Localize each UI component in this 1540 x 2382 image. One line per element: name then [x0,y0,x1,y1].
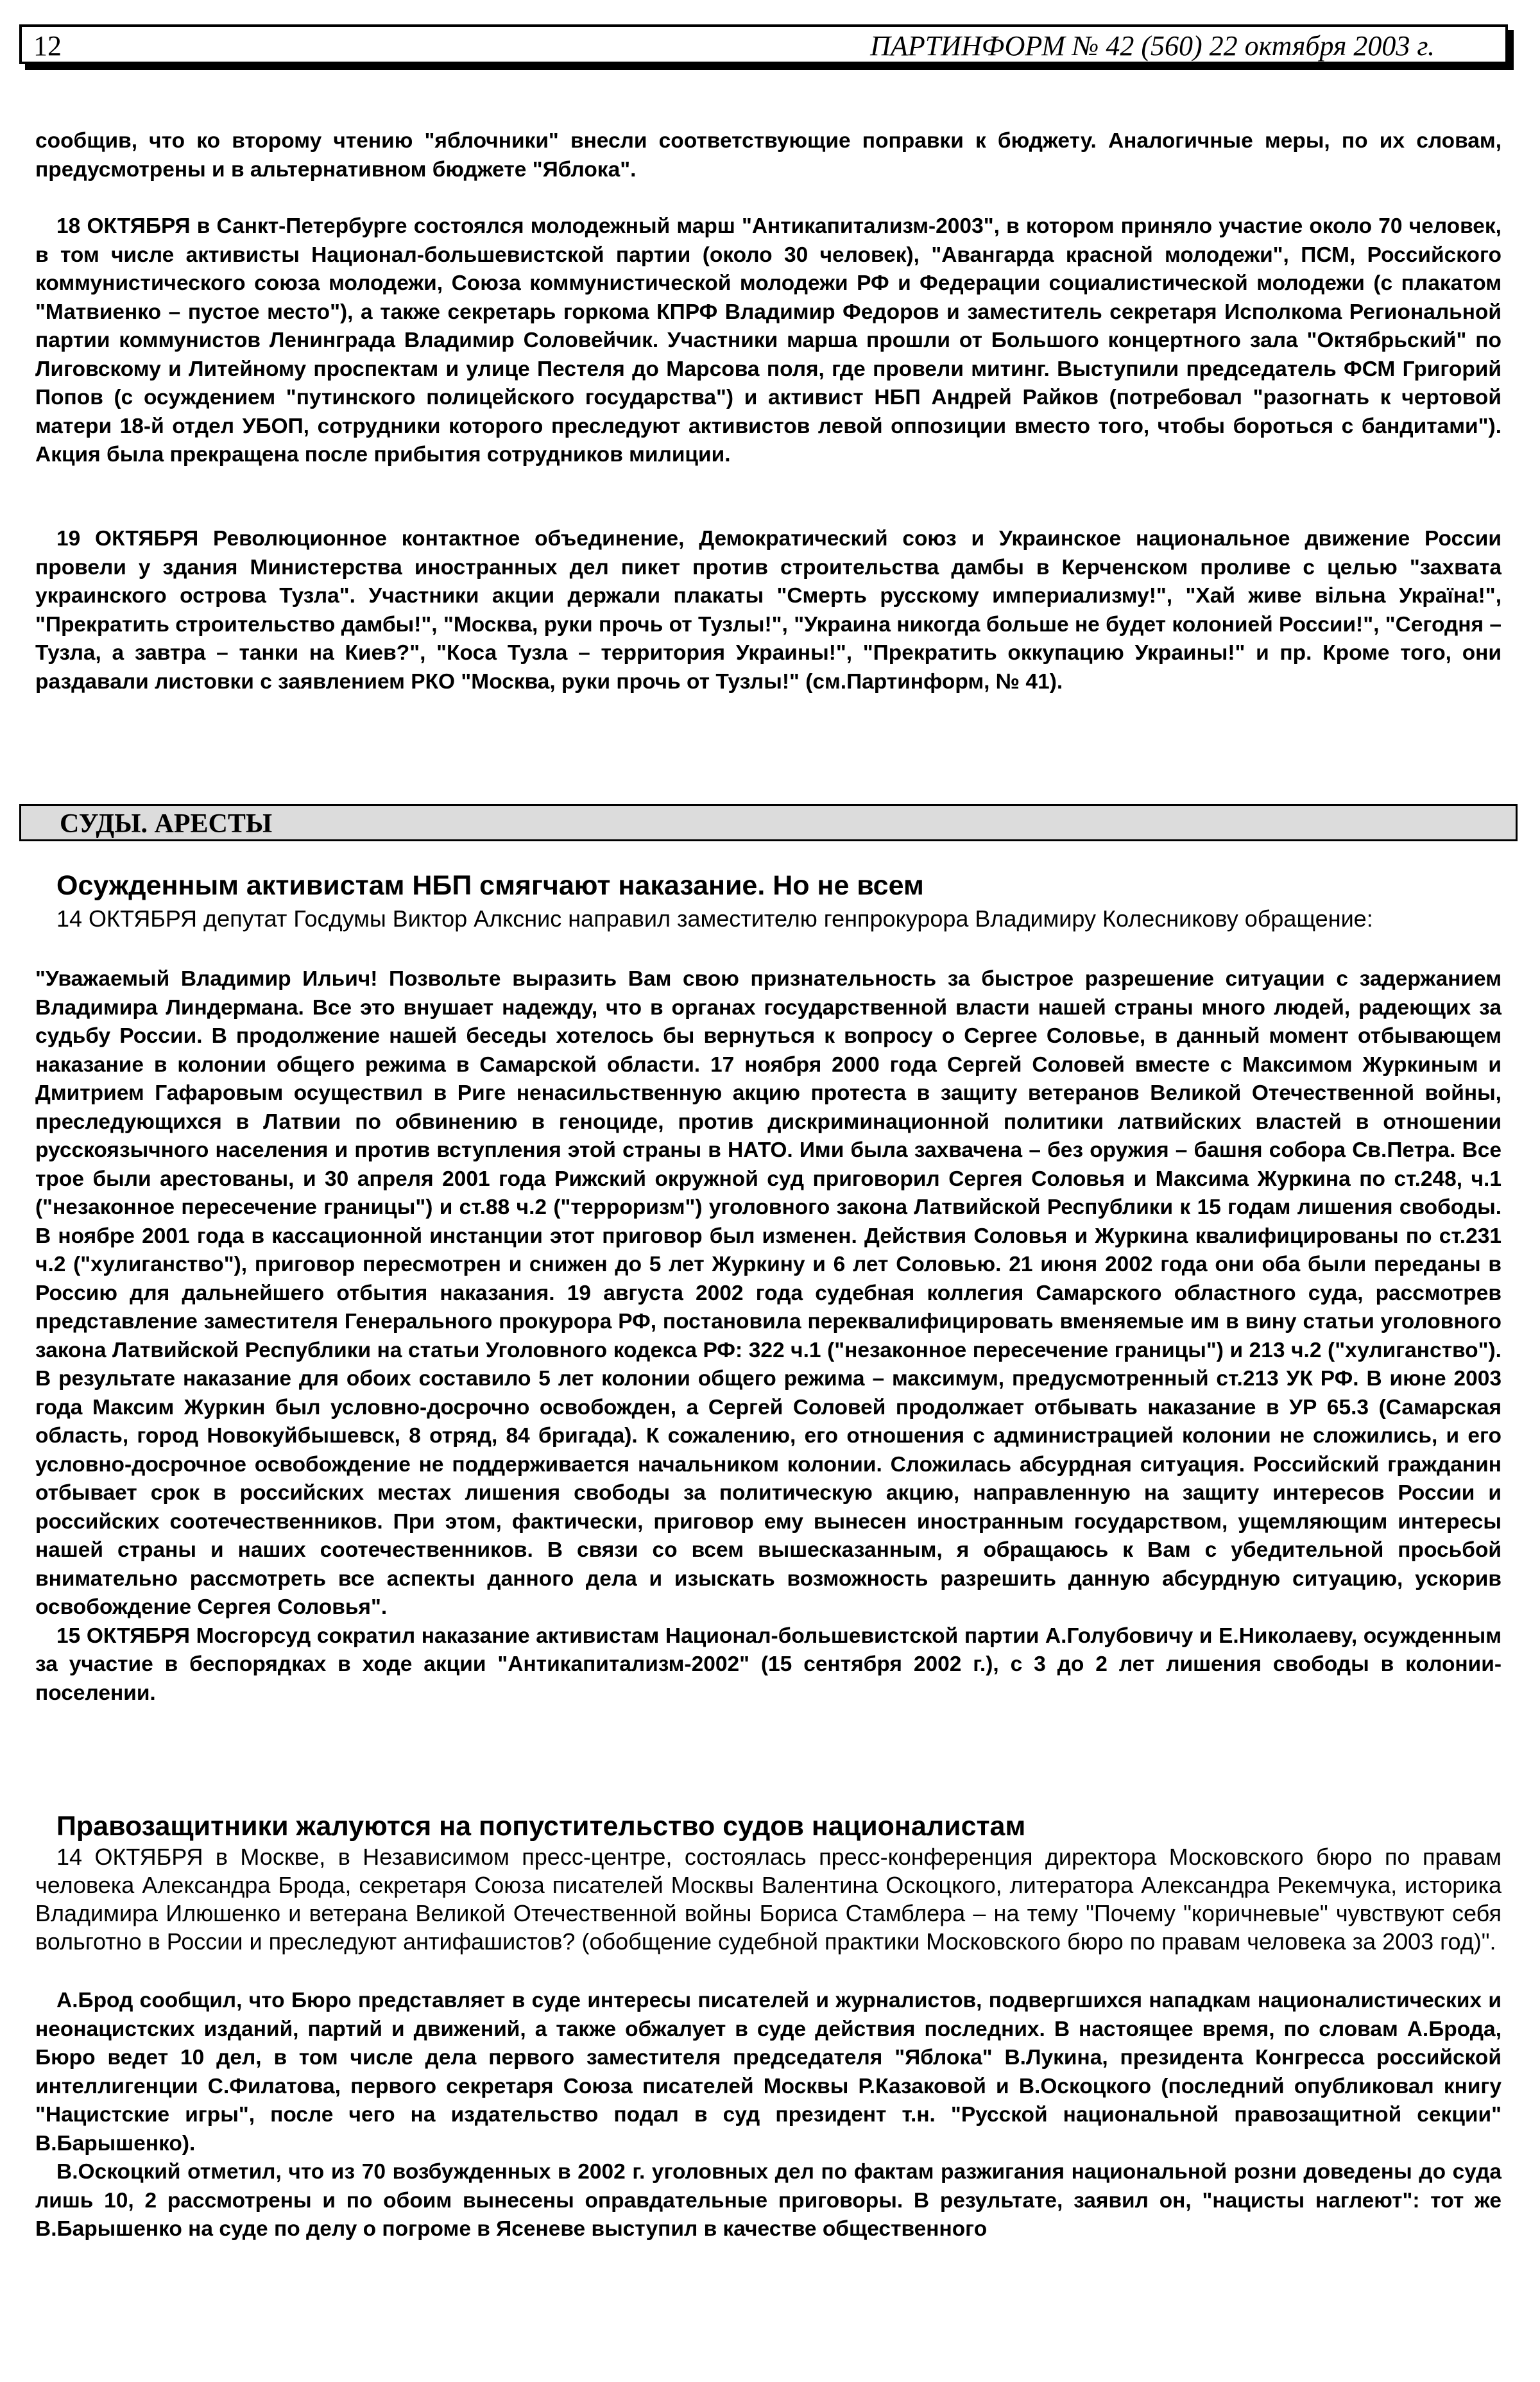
body-paragraph: А.Брод сообщил, что Бюро представляет в суде интересы писателей и журналистов, подвергшихся нападкам националистических и неонацистских изданий, партий и движений, а также обжалует в суде действия последних. В настоящее время, по словам А.Брода, Бюро ведет 10 дел, в том числе дела первого заместителя председателя "Яблока" В.Лукина, президента Конгресса российской интеллигенции С.Филатова, первого секретаря Союза писателей Москвы Р.Казаковой и В.Оскоцкого (последний опубликовал книгу "Нацистские игры", после чего на издательство подал в суд президент т.н. "Русской национальной правозащитной секции" В.Барышенко). [35,1989,1502,2155]
body-paragraph: В.Оскоцкий отметил, что из 70 возбужденных в 2002 г. уголовных дел по фактам разжигания национальной розни доведены до суда лишь 10, 2 рассмотрены и по обоим вынесены оправдательные приговоры. В результате, заявил он, "нацисты наглеют": тот же В.Барышенко на суде по делу о погроме в Ясеневе выступил в качестве общественного [35,2160,1502,2241]
article-title: Правозащитники жалуются на попустительство судов националистам [56,1811,1026,1842]
article-body [35,965,1502,1708]
article-lead [35,905,1502,933]
news-item-oct-19 [35,525,1502,696]
top-news-block [35,127,1502,184]
publication-title: ПАРТИНФОРМ № 42 (560) 22 октября 2003 г. [870,30,1435,62]
page-header [19,24,1508,64]
page-number: 12 [33,30,62,62]
article-title: Осужденным активистам НБП смягчают наказание. Но не всем [56,870,924,901]
news-paragraph: 19 ОКТЯБРЯ Революционное контактное объединение, Демократический союз и Украинское национальное движение России провели у здания Министерства иностранных дел пикет против строительства дамбы в Керченском проливе с целью "захвата украинского острова Тузла". Участники акции держали плакаты "Смерть русскому империализму!", "Хай живе вільна Україна!", "Прекратить строительство дамбы!", "Москва, руки прочь от Тузлы!", "Украина никогда больше не будет колонией России!", "Сегодня – Тузла, а завтра – танки на Киев?", "Коса Тузла – территория Украины!", "Прекратить оккупацию Украины!" и пр. Кроме того, они раздавали листовки с заявлением РКО "Москва, руки прочь от Тузлы!" (см.Партинформ, № 41). [35,527,1502,694]
section-title: СУДЫ. АРЕСТЫ [60,809,273,839]
news-paragraph: сообщив, что ко второму чтению "яблочники" внесли соответствующие поправки к бюджету. Аналогичные меры, по их словам, предусмотрены и в альтернативном бюджете "Яблока". [35,129,1502,182]
body-paragraph: 15 ОКТЯБРЯ Мосгорсуд сократил наказание активистам Национал-большевистской партии А.Голубовичу и Е.Николаеву, осужденным за участие в беспорядках в ходе акции "Антикапитализм-2002" (15 сентября 2002 г.), с 3 до 2 лет лишения свободы в колонии-поселении. [35,1624,1502,1705]
news-item-oct-18 [35,212,1502,470]
body-paragraph: "Уважаемый Владимир Ильич! Позвольте выразить Вам свою признательность за быстрое разрешение ситуации с задержанием Владимира Линдермана. Все это внушает надежду, что в органах государственной власти нашей страны много людей, радеющих за судьбу России. В продолжение нашей беседы хотелось бы вернуться к вопросу о Сергее Соловье, в данный момент отбывающем наказание в колонии общего режима в Самарской области. 17 ноября 2000 года Сергей Соловей вместе с Максимом Журкиным и Дмитрием Гафаровым осуществил в Риге ненасильственную акцию протеста в защиту ветеранов Великой Отечественной войны, преследующихся в Латвии по обвинению в геноциде, против дискриминационной политики латвийских властей в отношении русскоязычного населения и против вступления этой страны в НАТО. Ими была захвачена – без оружия – башня собора Св.Петра. Все трое были арестованы, и 30 апреля 2001 года Рижский окружной суд приговорил Сергея Соловья и Максима Журкина по ст.248, ч.1 ("незаконное пересечение границы") и ст.88 ч.2 ("терроризм") уголовного закона Латвийской Республики к 15 годам лишения свободы. В ноябре 2001 года в кассационной инстанции этот приговор был изменен. Действия Соловья и Журкина квалифицированы по ст.231 ч.2 ("хулиганство"), приговор пересмотрен и снижен до 5 лет Журкину и 6 лет Соловью. 21 июня 2002 года они оба были переданы в Россию для дальнейшего отбытия наказания. 19 августа 2002 года судебная коллегия Самарского областного суда, рассмотрев представление заместителя Генерального прокурора РФ, постановила переквалифицировать вменяемые им в вину статьи уголовного закона Латвийской Республики на статьи Уголовного кодекса РФ: 322 ч.1 ("незаконное пересечение границы") и 213 ч.2 ("хулиганство"). В результате наказание для обоих составило 5 лет колонии общего режима – максимум, предусмотренный ст.213 УК РФ. В июне 2003 года Максим Журкин был условно-досрочно освобожден, а Сергей Соловей продолжает отбывать наказание в УР 65.3 (Самарская область, город Новокуйбышевск, 8 отряд, 84 бригада). К сожалению, его отношения с администрацией колонии не сложились, и его условно-досрочное освобождение не поддерживается начальником колонии. Сложилась абсурдная ситуация. Российский гражданин отбывает срок в российских местах лишения свободы за политическую акцию, направленную на защиту интересов России и российских соотечественников. При этом, фактически, приговор ему вынесен иностранным государством, ущемляющим интересы нашей страны и наших соотечественников. В связи со всем вышесказанным, я обращаюсь к Вам с убедительной просьбой внимательно рассмотреть все аспекты данного дела и изыскать возможность разрешить данную абсурдную ситуацию, ускорив освобождение Сергея Соловья". [35,967,1502,1619]
news-paragraph: 18 ОКТЯБРЯ в Санкт-Петербурге состоялся молодежный марш "Антикапитализм-2003", в котором приняло участие около 70 человек, в том числе активисты Национал-большевистской партии (около 30 человек), "Авангарда красной молодежи", ПСМ, Российского коммунистического союза молодежи, Союза коммунистической молодежи РФ и Федерации социалистической молодежи (с плакатом "Матвиенко – пустое место"), а также секретарь горкома КПРФ Владимир Федоров и заместитель секретаря Исполкома Региональной партии коммунистов Ленинграда Владимир Соловейчик. Участники марша прошли от Большого концертного зала "Октябрьский" по Лиговскому и Литейному проспектам и улице Пестеля до Марсова поля, где провели митинг. Выступили председатель ФСМ Григорий Попов (с осуждением "путинского полицейского государства") и активист НБП Андрей Райков (потребовал "разогнать к чертовой матери 18-й отдел УБОП, сотрудники которого преследуют активистов левой оппозиции вместо того, чтобы бороться с бандитами"). Акция была прекращена после прибытия сотрудников милиции. [35,214,1502,467]
lead-paragraph: 14 ОКТЯБРЯ в Москве, в Независимом пресс-центре, состоялась пресс-конференция директора Московского бюро по правам человека Александра Брода, секретаря Союза писателей Москвы Валентина Оскоцкого, литератора Александра Рекемчука, историка Владимира Илюшенко и ветерана Великой Отечественной войны Бориса Стамблера – на тему "Почему "коричневые" чувствуют себя вольготно в России и преследуют антифашистов? (обобщение судебной практики Московского бюро по правам человека за 2003 год)". [35,1844,1502,1955]
article-lead [35,1843,1502,1956]
section-header [19,804,1518,841]
article-body [35,1987,1502,2244]
lead-paragraph: 14 ОКТЯБРЯ депутат Госдумы Виктор Алкснис направил заместителю генпрокурора Владимиру Колесникову обращение: [56,905,1373,932]
